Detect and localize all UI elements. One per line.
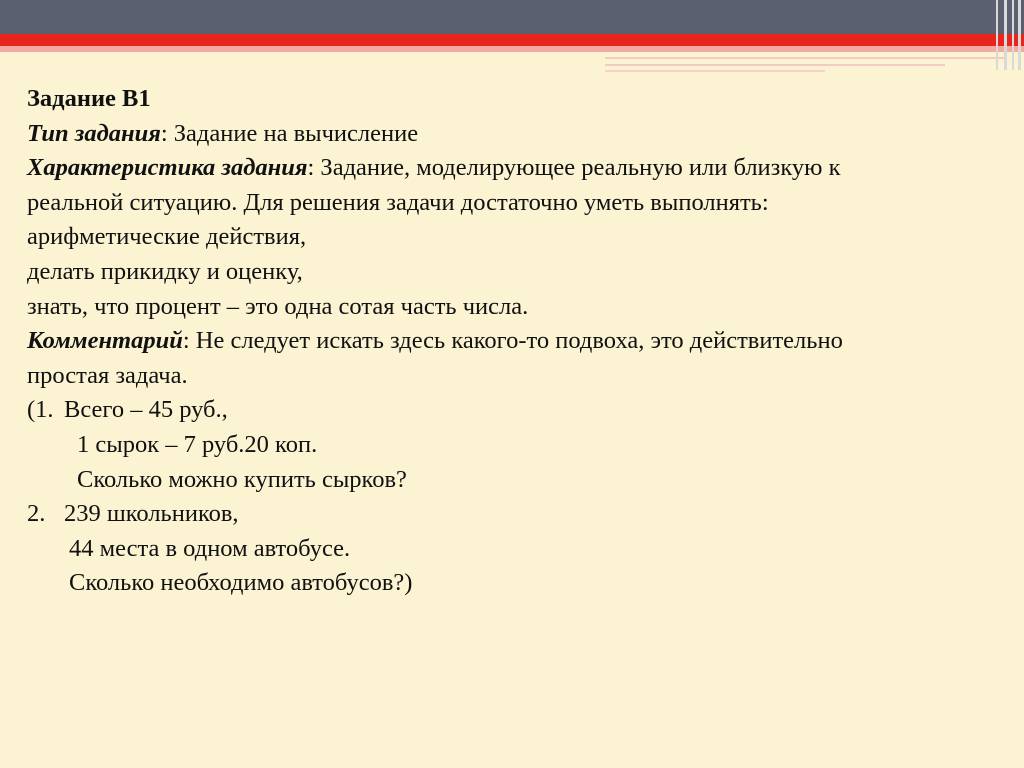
example-1-text-2: 1 сырок – 7 руб.20 коп.: [77, 430, 318, 458]
example-1-text-1: Всего – 45 руб.,: [64, 396, 228, 424]
task-type-line: [27, 117, 987, 152]
task-type-label: Тип задания: [27, 119, 161, 147]
characteristic-line: [27, 151, 987, 186]
decorative-vertical-line: [996, 0, 998, 70]
example-1-text-3: Сколько можно купить сырков?: [77, 465, 407, 493]
skill-item: знать, что процент – это одна сотая часть числа.: [27, 292, 529, 320]
example-2-text-2: 44 места в одном автобусе.: [69, 534, 351, 562]
slide-body: [27, 82, 987, 601]
red-accent-band-lower: [0, 46, 1024, 52]
slide-title: Задание В1: [27, 85, 151, 112]
task-type-value: : Задание на вычисление: [160, 119, 419, 147]
comment-text-1: : Не следует искать здесь какого-то подвоха, это действительно: [182, 327, 843, 355]
decorative-vertical-line: [1012, 0, 1014, 70]
example-2-text-1: 239 школьников,: [64, 500, 239, 528]
skill-item: делать прикидку и оценку,: [27, 257, 303, 285]
header-bar: [0, 0, 1024, 34]
example-1-number: (1.: [27, 396, 54, 424]
skill-item: арифметические действия,: [27, 223, 307, 251]
characteristic-label: Характеристика задания: [27, 154, 308, 182]
decorative-vertical-line: [1018, 0, 1021, 70]
slide-title-line: [27, 82, 987, 117]
decorative-line: [605, 70, 825, 72]
example-1-line-1: [27, 393, 987, 428]
characteristic-text-2: реальной ситуацию. Для решения задачи достаточно уметь выполнять:: [27, 188, 769, 216]
characteristic-text-1: : Задание, моделирующее реальную или близкую к: [307, 154, 841, 182]
decorative-line: [605, 57, 1005, 59]
red-accent-band: [0, 34, 1024, 46]
example-2-line-1: [27, 497, 987, 532]
comment-line: [27, 324, 987, 359]
comment-label: Комментарий: [27, 327, 183, 355]
example-2-number: 2.: [27, 500, 46, 528]
comment-text-2: простая задача.: [27, 361, 188, 389]
example-2-text-3: Сколько необходимо автобусов?): [69, 569, 413, 597]
decorative-line: [605, 64, 945, 66]
decorative-vertical-line: [1004, 0, 1007, 70]
